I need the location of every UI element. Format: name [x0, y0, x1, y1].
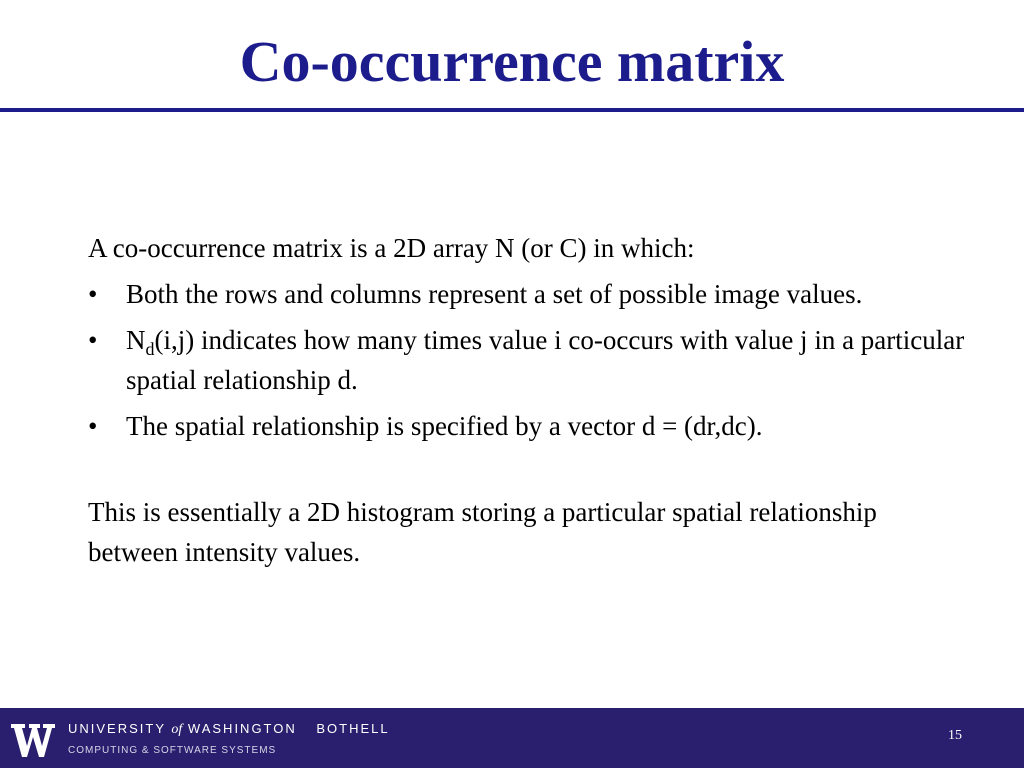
bullet-text: Both the rows and columns represent a set of possible image values. — [126, 279, 863, 309]
bullet-item — [88, 274, 968, 314]
department-name: COMPUTING & SOFTWARE SYSTEMS — [68, 745, 277, 756]
bullet-list — [88, 274, 968, 446]
bullet-item — [88, 406, 968, 446]
university-word: UNIVERSITY — [68, 721, 166, 736]
bullet-icon: • — [88, 411, 98, 441]
bullet-subscript: d — [145, 339, 155, 359]
page-number: 15 — [948, 728, 962, 743]
washington-word: WASHINGTON — [187, 721, 297, 736]
bullet-text: The spatial relationship is specified by a vector d = (dr,dc). — [126, 411, 763, 441]
campus-name: BOTHELL — [316, 721, 390, 736]
footer-bar — [0, 708, 1024, 768]
university-of: of — [171, 722, 183, 737]
bullet-icon: • — [88, 279, 98, 309]
slide-body — [88, 228, 968, 572]
bullet-prefix: N — [126, 325, 146, 355]
bullet-icon: • — [88, 325, 98, 355]
slide-title: Co-occurrence matrix — [239, 29, 785, 94]
title-divider — [0, 108, 1024, 112]
uw-w-logo-icon — [10, 720, 56, 760]
bullet-text: (i,j) indicates how many times value i co-occurs with value j in a particular spatial relationship d. — [126, 325, 965, 395]
bullet-item — [88, 320, 968, 400]
closing-text: This is essentially a 2D histogram storing a particular spatial relationship between intensity values. — [88, 497, 877, 567]
university-name — [68, 721, 390, 738]
intro-text: A co-occurrence matrix is a 2D array N (or C) in which: — [88, 233, 695, 263]
